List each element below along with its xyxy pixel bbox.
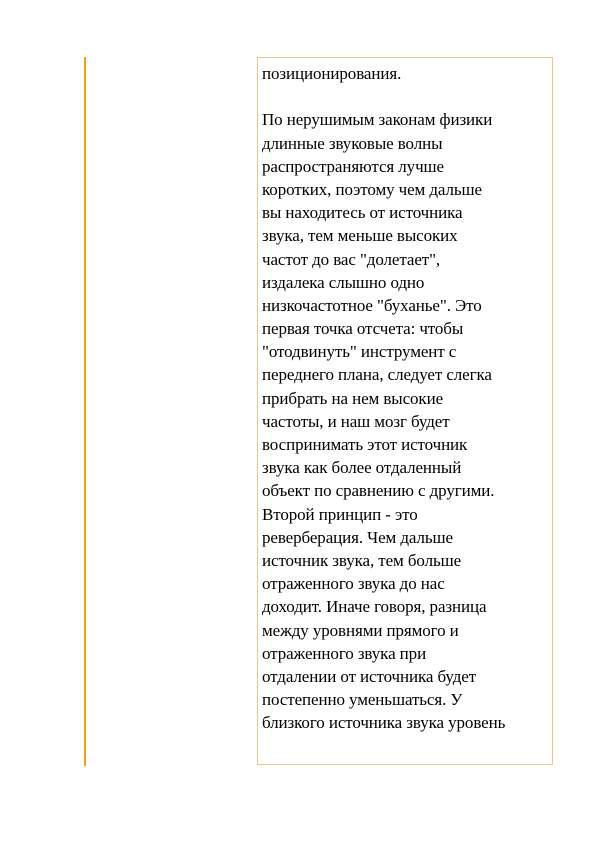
text-line: длинные звуковые волны: [262, 133, 443, 153]
text-line: реверберация. Чем дальше: [262, 527, 453, 547]
text-line: переднего плана, следует слегка: [262, 365, 492, 385]
text-line: звука, тем меньше высоких: [262, 226, 458, 246]
text-line: издалека слышно одно: [262, 272, 425, 292]
text-line: отраженного звука при: [262, 643, 427, 663]
text-line-continuation: позиционирования.: [262, 64, 402, 83]
paragraph-gap: [262, 85, 550, 108]
text-line: частоты, и наш мозг будет: [262, 411, 450, 431]
text-line: прибрать на нем высокие: [262, 388, 444, 408]
text-line: "отодвинуть" инструмент с: [262, 342, 457, 362]
text-line: объект по сравнению с другими.: [262, 481, 495, 501]
body-text: [262, 62, 550, 734]
text-line: звука как более отдаленный: [262, 458, 462, 478]
text-line: первая точка отсчета: чтобы: [262, 319, 464, 339]
text-line: частот до вас "долетает",: [262, 249, 441, 269]
text-line: вы находитесь от источника: [262, 203, 463, 223]
text-line: Второй принцип - это: [262, 504, 418, 524]
text-line: По нерушимым законам физики: [262, 110, 493, 130]
text-line: низкочастотное "буханье". Это: [262, 295, 482, 315]
text-line: воспринимать этот источник: [262, 435, 468, 454]
text-line: отраженного звука до нас: [262, 574, 445, 594]
text-line: отдалении от источника будет: [262, 666, 477, 686]
text-line: распространяются лучше: [262, 156, 444, 176]
text-line: доходит. Иначе говоря, разница: [262, 597, 487, 617]
text-line: близкого источника звука уровень: [262, 713, 506, 733]
text-frame: [257, 57, 553, 765]
text-line: источник звука, тем больше: [262, 550, 462, 570]
text-line: между уровнями прямого и: [262, 620, 459, 640]
left-margin-rule: [84, 57, 86, 766]
text-line: постепенно уменьшаться. У: [262, 690, 463, 710]
text-line: коротких, поэтому чем дальше: [262, 179, 482, 199]
